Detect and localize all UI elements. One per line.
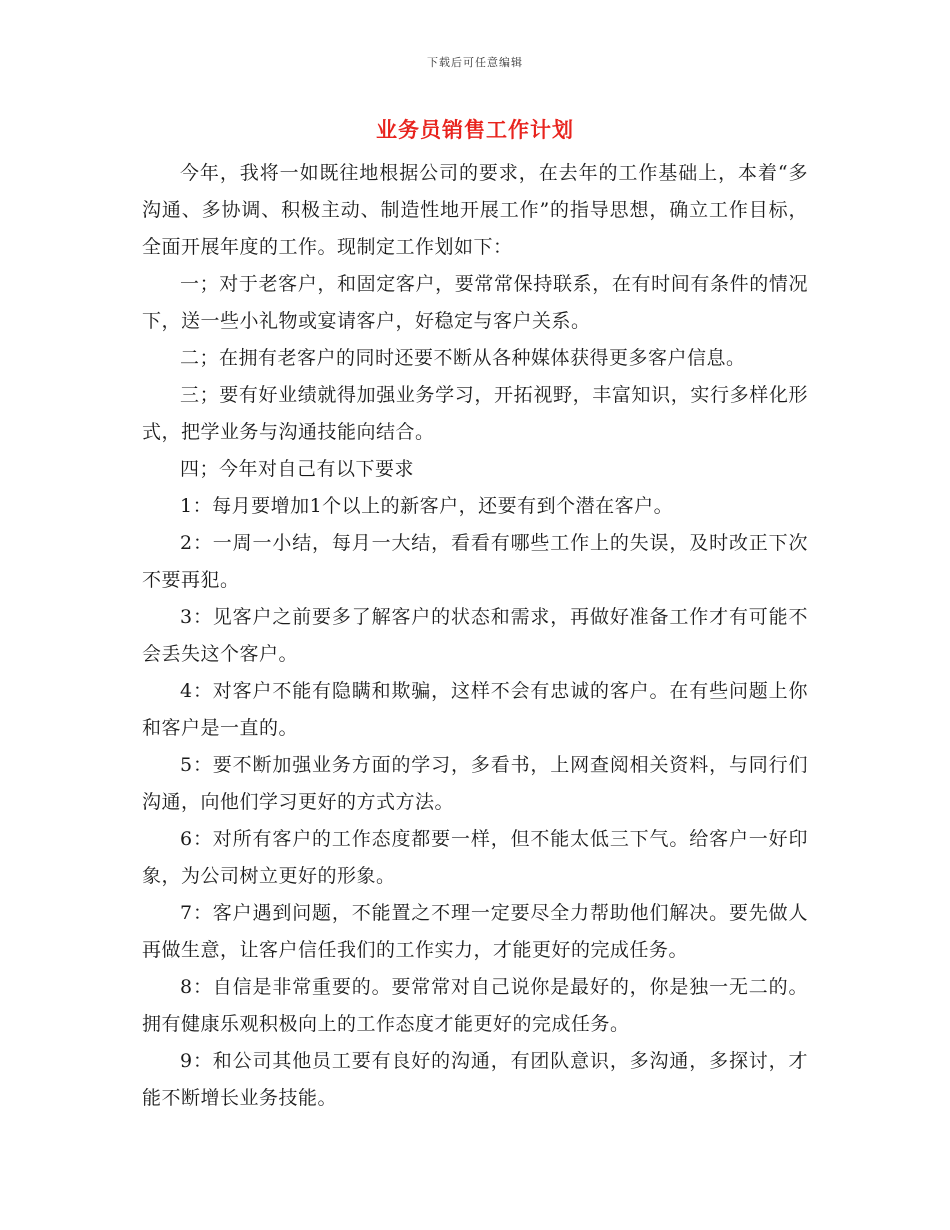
- requirement-item-2: 2：一周一小结，每月一大结，看看有哪些工作上的失误，及时改正下次不要再犯。: [142, 532, 808, 591]
- document-title: 业务员销售工作计划: [376, 117, 574, 142]
- intro-paragraph: 今年，我将一如既往地根据公司的要求，在去年的工作基础上，本着“多沟通、多协调、积极主动、制造性地开展工作”的指导思想，确立工作目标，全面开展年度的工作。现制定工作划如下：: [142, 162, 808, 258]
- paragraph-point-2: 二；在拥有老客户的同时还要不断从各种媒体获得更多客户信息。: [180, 347, 746, 369]
- paragraph-point-1: 一；对于老客户，和固定客户，要常常保持联系，在有时间有条件的情况下，送一些小礼物或宴请客户，好稳定与客户关系。: [142, 273, 808, 332]
- requirement-item-3: 3：见客户之前要多了解客户的状态和需求，再做好准备工作才有可能不会丢失这个客户。: [142, 606, 808, 665]
- requirement-item-5: 5：要不断加强业务方面的学习，多看书，上网查阅相关资料，与同行们沟通，向他们学习更好的方式方法。: [142, 754, 808, 813]
- requirement-item-9: 9：和公司其他员工要有良好的沟通，有团队意识，多沟通，多探讨，才能不断增长业务技能。: [142, 1050, 808, 1109]
- requirement-item-8: 8：自信是非常重要的。要常常对自己说你是最好的，你是独一无二的。拥有健康乐观积极向上的工作态度才能更好的完成任务。: [142, 976, 808, 1035]
- page-header: 下载后可任意编辑: [427, 56, 523, 69]
- paragraph-point-4-heading: 四；今年对自己有以下要求: [180, 458, 415, 480]
- paragraph-point-3: 三；要有好业绩就得加强业务学习，开拓视野，丰富知识，实行多样化形式，把学业务与沟通技能向结合。: [142, 384, 808, 443]
- requirement-item-4: 4：对客户不能有隐瞒和欺骗，这样不会有忠诚的客户。在有些问题上你和客户是一直的。: [142, 680, 808, 739]
- document-body: [142, 155, 808, 1117]
- requirement-item-6: 6：对所有客户的工作态度都要一样，但不能太低三下气。给客户一好印象，为公司树立更好的形象。: [142, 828, 808, 887]
- requirement-item-7: 7：客户遇到问题，不能置之不理一定要尽全力帮助他们解决。要先做人再做生意，让客户信任我们的工作实力，才能更好的完成任务。: [142, 902, 808, 961]
- requirement-item-1: 1：每月要增加1个以上的新客户，还要有到个潜在客户。: [180, 495, 674, 517]
